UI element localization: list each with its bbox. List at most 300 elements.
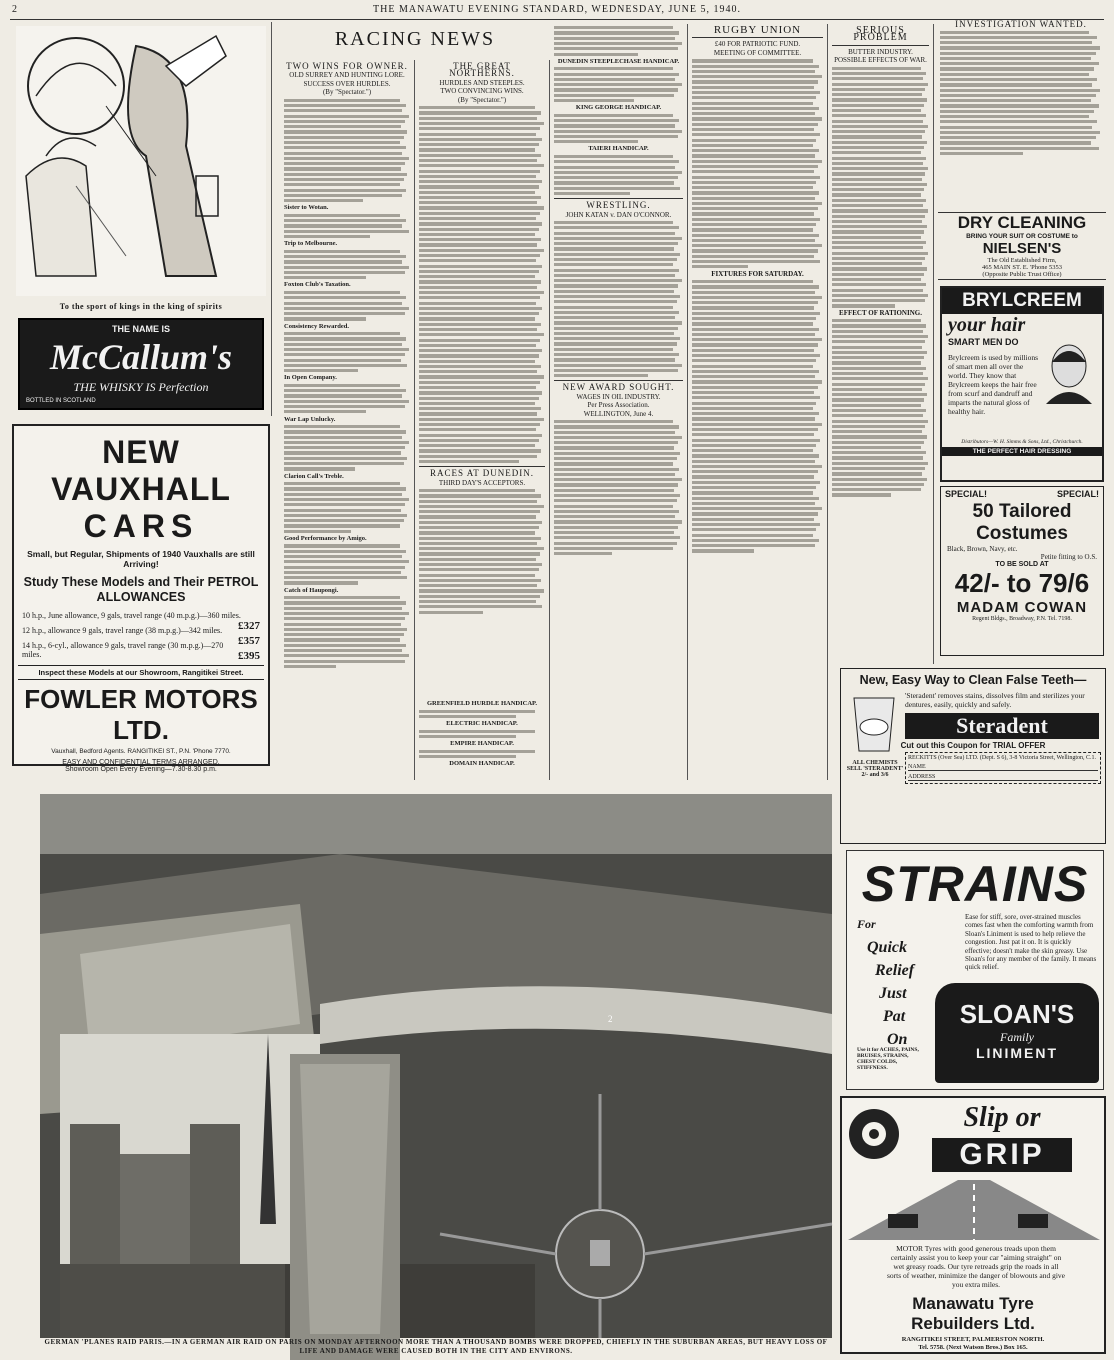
special-row [941,487,1103,501]
brylcreem-ad [940,286,1104,482]
text-line [419,568,539,571]
text-line [419,243,537,246]
text-line [419,212,540,215]
steradent-brand: Steradent [905,713,1099,739]
text-line [419,111,541,114]
investigation-column [936,18,1106,208]
text-line [832,377,928,380]
relief-word: Quick [867,939,907,956]
text-line [940,94,1096,97]
coupon-form [905,752,1101,784]
text-line [419,254,540,257]
nielsen-phone: 'Phone 5353 [1029,264,1062,271]
subhead: In Open Company. [284,374,337,382]
text-line [554,436,682,439]
text-line [554,510,679,513]
result-head: DUNEDIN STEEPLECHASE HANDICAP. [557,57,680,65]
text-line [832,157,926,160]
text-line [692,112,815,115]
paris-aerial-image [40,794,832,1338]
vauxhall-title: NEW VAUXHALL [51,434,231,507]
text-line [284,644,406,647]
text-line [419,170,540,173]
text-line [692,234,819,237]
text-line [554,316,675,319]
text-line [692,380,822,383]
fitting-line: Petite fitting to O.S. [1040,553,1097,561]
text-line [419,595,540,598]
text-line [284,317,366,320]
text-line [940,83,1092,86]
text-line [419,280,541,283]
text-line [832,435,927,438]
text-line [940,41,1092,44]
text-line [554,337,680,340]
text-line [554,420,673,423]
text-line [419,117,537,120]
text-line [284,219,406,222]
text-line [832,319,921,322]
text-line [554,124,675,127]
text-line [692,144,813,147]
text-line [832,109,921,112]
text-line [419,185,539,188]
text-line [692,534,813,537]
award-body [554,420,683,555]
shipments-text: Small, but Regular, Shipments of 1940 Vauxhalls are still Arriving! [27,549,255,569]
text-line [284,571,401,574]
butter-body [832,67,929,308]
steradent-headline: New, Easy Way to Clean False Teeth— [859,673,1087,687]
colors-line: Black, Brown, Navy, etc. [947,545,1018,553]
text-line [284,441,409,444]
text-line [554,369,678,372]
text-line [284,519,404,522]
text-line [419,531,535,534]
text-line [692,523,820,526]
text-line [832,278,921,281]
text-line [554,494,680,497]
subhead: War Lap Unlucky. [284,415,336,423]
text-line [419,605,542,608]
strains-title: STRAINS [861,856,1089,912]
mccallums-tagline: THE WHISKY IS Perfection [73,380,209,394]
text-line [419,133,536,136]
coupon-address-label[interactable]: ADDRESS [908,774,1098,781]
text-line [419,217,536,220]
text-line [284,581,358,584]
text-line [284,235,370,238]
text-line [419,547,544,550]
text-line [692,75,822,78]
text-line [832,225,927,228]
brylcreem-tag: THE PERFECT HAIR DRESSING [942,447,1102,456]
investigation-head: INVESTIGATION WANTED. [955,19,1087,29]
text-line [692,96,816,99]
rugby-body [692,59,823,268]
text-line [692,386,818,389]
text-line [692,365,813,368]
result-head: GREENFIELD HURDLE HANDICAP. [426,700,538,707]
text-line [419,537,541,540]
nielsen-name: NIELSEN'S [982,240,1062,257]
text-line [940,152,1023,155]
text-line [692,86,814,89]
text-line [832,478,927,481]
text-line [419,286,537,289]
text-line [419,412,537,415]
text-line [692,328,819,331]
dealer-line: Vauxhall, Bedford Agents. RANGITIKEI ST., P.N. 'Phone 7770. [51,748,231,755]
text-line [692,223,816,226]
text-line [940,52,1096,55]
text-line [692,370,819,373]
nielsen-address: 465 MAIN ST. E. [982,264,1029,271]
text-line [284,623,401,626]
text-line [419,584,537,587]
sloans-ad [846,850,1104,1090]
text-line [832,162,923,165]
results-body [554,114,683,144]
text-line [692,544,815,547]
text-line [554,515,675,518]
inspect-line: Inspect these Models at our Showroom, Rangitikei Street. [18,665,264,680]
text-line [832,151,921,154]
text-line [832,351,927,354]
text-line [554,166,675,169]
article-body [284,291,410,321]
text-line [692,117,822,120]
brylcreem-dist: Distributors—W. H. Simms & Sons, Ltd., Christchurch. [961,439,1083,445]
text-line [284,487,406,490]
text-line [554,531,674,534]
text-line [692,260,820,263]
result-head: EMPIRE HANDICAP. [450,740,514,748]
text-line [832,456,923,459]
wrestling-head: WRESTLING. [586,200,651,211]
horse-illustration [16,26,266,296]
text-line [832,441,924,444]
text-line [284,296,406,299]
text-line [554,284,678,287]
text-line [832,172,925,175]
text-line [284,141,400,144]
text-line [832,215,925,218]
butter-sub1: BUTTER INDUSTRY. [848,47,913,56]
text-line [692,128,814,131]
text-line [832,283,926,286]
text-line [284,493,402,496]
text-line [692,280,813,283]
text-line [832,114,926,117]
text-line [832,425,925,428]
text-line [832,83,928,86]
use-for: Use it for ACHES, PAINS, BRUISES, STRAINS, CHEST COLDS, STIFFNESS. [857,1047,919,1071]
text-line [419,360,535,363]
text-line [692,460,815,463]
text-line [832,483,924,486]
text-line [692,102,813,105]
text-line [832,146,924,149]
text-line [554,53,638,56]
subhead: Trip to Melbourne. [284,240,338,248]
text-line [940,126,1092,129]
text-line [554,536,680,539]
text-line [419,434,542,437]
text-line [692,417,815,420]
text-line [692,249,818,252]
text-line [419,381,540,384]
sloans-family: Family [1000,1030,1034,1044]
text-line [284,384,400,387]
text-line [832,462,928,465]
text-line [284,162,405,165]
mccallums-panel [18,318,264,410]
text-line [832,367,926,370]
racing-left-sub2: SUCCESS OVER HURDLES. [303,79,391,88]
special-label: SPECIAL! [945,489,988,499]
text-line [832,72,926,75]
text-line [419,302,536,305]
article-body [284,332,410,372]
text-line [554,342,677,345]
text-line [284,509,401,512]
rugby-column [688,24,828,780]
text-line [832,77,923,80]
text-line [284,332,400,335]
text-line [419,354,539,357]
text-line [419,339,540,342]
text-line [692,449,813,452]
text-line [419,755,516,758]
text-line [284,364,407,367]
text-line [419,312,539,315]
text-line [832,209,928,212]
text-line [832,372,923,375]
your-hair: your hair [948,314,1026,336]
text-line [940,131,1100,134]
text-line [284,291,400,294]
text-line [554,88,678,91]
text-line [554,192,630,195]
text-line [832,383,925,386]
dunedin-head: RACES AT DUNEDIN. [429,468,535,479]
text-line [554,253,680,256]
text-line [419,375,544,378]
text-line [284,628,407,631]
result-head: TAIERI HANDICAP. [588,145,649,153]
text-line [419,323,541,326]
text-line [284,199,363,202]
text-line [419,418,544,421]
text-line [419,552,540,555]
tyre-address: RANGITIKEI STREET, PALMERSTON NORTH. [901,1336,1045,1343]
cowan-address: Regent Bldgs., Broadway, P.N. Tel. 7198. [972,616,1072,622]
hours-line: Showroom Open Every Evening—7.30-8.30 p.m. [65,766,217,773]
text-line [284,514,407,517]
text-line [419,505,544,508]
text-line [284,167,401,170]
text-line [284,617,405,620]
text-line [692,212,814,215]
text-line [284,183,400,186]
text-line [692,255,814,258]
text-line [832,141,927,144]
wrestling-body [554,221,683,377]
text-line [554,42,682,45]
relief-word: Just [879,985,907,1002]
text-line [419,307,542,310]
text-line [284,389,406,392]
text-line [419,296,540,299]
text-line [940,57,1091,60]
text-line [419,750,535,753]
text-line [832,388,922,391]
text-line [692,428,818,431]
award-head: NEW AWARD SOUGHT. [562,382,675,393]
text-line [692,202,822,205]
text-line [554,321,682,324]
tailored-costumes: 50 Tailored Costumes [972,501,1072,544]
cowan-name: MADAM COWAN [956,599,1088,616]
text-line [692,139,816,142]
text-line [554,547,673,550]
text-line [419,291,544,294]
slogan-slip: Slip or [963,1102,1041,1133]
text-line [692,412,819,415]
text-line [832,451,926,454]
dry-cleaning-title: DRY CLEANING [957,213,1087,232]
text-line [692,181,816,184]
text-line [554,446,674,449]
model-price: £327 [238,620,260,632]
text-line [554,279,682,282]
text-line [554,542,677,545]
text-line [284,446,405,449]
cowan-ad [940,486,1104,656]
name-is-label: THE NAME IS [111,324,170,334]
text-line [554,520,682,523]
text-line [692,475,814,478]
text-line [832,130,925,133]
text-line [692,465,822,468]
text-line [419,494,541,497]
text-line [554,99,634,102]
subhead: Sister to Wotan. [284,204,329,212]
text-line [419,735,516,738]
text-line [284,436,402,439]
results-body [554,67,683,102]
text-line [284,430,406,433]
text-line [284,224,402,227]
text-line [832,257,925,260]
photo-marker: 2 [608,1014,613,1024]
text-line [832,167,928,170]
nielsen-address-row [938,264,1106,271]
text-line [284,425,400,428]
text-line [554,462,673,465]
text-line [284,255,406,258]
text-line [832,393,927,396]
text-line [419,206,544,209]
text-line [832,199,926,202]
text-line [832,472,922,475]
byline: (By "Spectator.") [457,95,507,104]
text-line [554,526,678,529]
text-line [284,189,406,192]
text-line [832,289,923,292]
text-line [692,296,822,299]
result-head: KING GEORGE HANDICAP. [575,104,662,112]
text-line [554,187,680,190]
coupon-name-label[interactable]: NAME [908,764,1098,771]
text-line [832,493,891,496]
text-line [284,120,405,123]
sloans-bottle [935,983,1099,1083]
text-line [692,160,822,163]
text-line [832,104,924,107]
text-line [284,649,402,652]
text-line [284,457,407,460]
text-line [940,89,1100,92]
byline: (By "Spectator.") [322,88,372,97]
study-models: Study These Models and Their PETROL ALLOWANCES [23,575,259,604]
text-line [419,428,536,431]
text-line [554,473,675,476]
text-line [554,290,674,293]
text-line [832,467,925,470]
mccallums-caption: To the sport of kings in the king of spirits [59,302,223,311]
text-line [832,93,922,96]
text-line [832,409,926,412]
text-line [284,136,404,139]
text-line [284,194,402,197]
text-line [940,136,1096,139]
text-line [554,114,673,117]
text-line [284,271,405,274]
text-line [419,138,542,141]
dunedin-sub: THIRD DAY'S ACCEPTORS. [438,478,526,487]
tyre-name1: Manawatu Tyre [912,1294,1034,1313]
text-line [419,317,535,320]
text-line [832,420,928,423]
text-line [692,291,815,294]
text-line [419,407,541,410]
text-line [692,149,819,152]
text-line [692,518,814,521]
text-line [692,301,818,304]
text-line [284,260,402,263]
text-line [554,489,674,492]
text-line [284,230,409,233]
text-line [554,237,682,240]
text-line [692,349,814,352]
steradent-coupon-box [845,752,1101,784]
nielsen-sub: BRING YOUR SUIT OR COSTUME to [966,233,1078,240]
text-line [419,196,541,199]
text-line [692,497,819,500]
text-line [284,612,409,615]
nielsen-line1: The Old Established Firm, [987,257,1057,264]
text-line [284,109,402,112]
text-line [832,273,924,276]
text-line [554,425,679,428]
text-line [419,510,540,513]
text-line [419,449,541,452]
text-line [832,404,921,407]
text-line [284,410,366,413]
results-body [419,750,545,758]
